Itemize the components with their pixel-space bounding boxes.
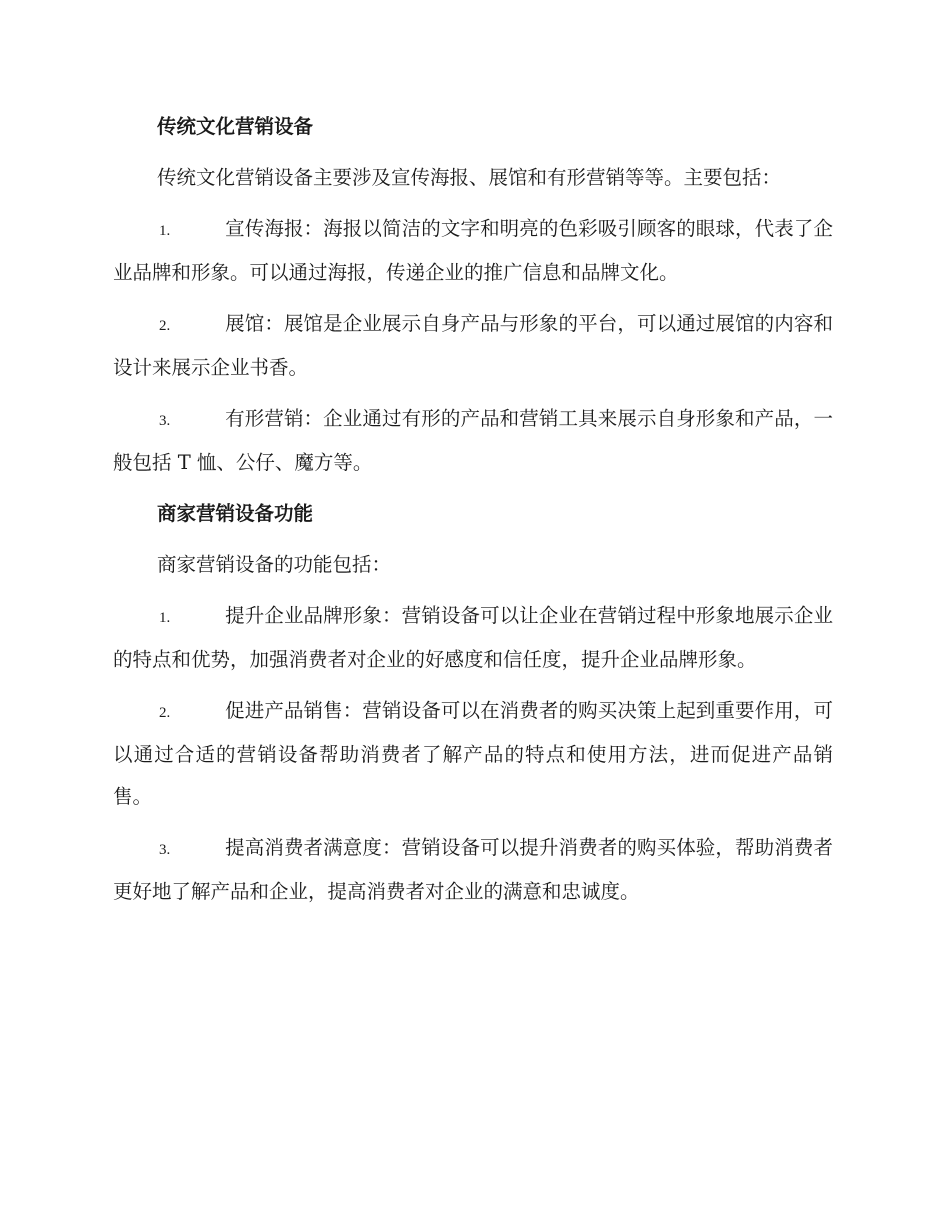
list-item: [113, 595, 833, 681]
list-item-text: 提高消费者满意度：营销设备可以提升消费者的购买体验，帮助消费者更好地了解产品和企业，提高消费者对企业的满意和忠诚度。: [113, 836, 833, 903]
list-number: 1.: [159, 223, 171, 239]
list-item: [113, 690, 833, 818]
list-item-text: 展馆：展馆是企业展示自身产品与形象的平台，可以通过展馆的内容和设计来展示企业书香。: [113, 312, 833, 379]
list-number: 1.: [159, 610, 171, 626]
list-number: 3.: [159, 842, 171, 858]
list-item: [113, 303, 833, 389]
list-item: [113, 827, 833, 913]
list-item: [113, 398, 833, 484]
list-item-text: 有形营销：企业通过有形的产品和营销工具来展示自身形象和产品，一般包括 T 恤、公仔、魔方等。: [113, 407, 833, 474]
section-heading-merchant-marketing: 商家营销设备功能: [157, 502, 314, 525]
section-heading-traditional-marketing: 传统文化营销设备: [157, 115, 314, 138]
section-intro-traditional-marketing: 传统文化营销设备主要涉及宣传海报、展馆和有形营销等等。主要包括：: [157, 166, 782, 189]
list-item-text: 促进产品销售：营销设备可以在消费者的购买决策上起到重要作用，可以通过合适的营销设备帮助消费者了解产品的特点和使用方法，进而促进产品销售。: [113, 699, 833, 808]
list-item-text: 宣传海报：海报以简洁的文字和明亮的色彩吸引顾客的眼球，代表了企业品牌和形象。可以通过海报，传递企业的推广信息和品牌文化。: [113, 217, 833, 284]
document-page: [113, 106, 833, 922]
list-item-text: 提升企业品牌形象：营销设备可以让企业在营销过程中形象地展示企业的特点和优势，加强消费者对企业的好感度和信任度，提升企业品牌形象。: [113, 604, 833, 671]
list-number: 2.: [159, 705, 171, 721]
list-number: 2.: [159, 318, 171, 334]
list-number: 3.: [159, 413, 171, 429]
list-item: [113, 208, 833, 294]
section-intro-merchant-marketing: 商家营销设备的功能包括：: [157, 553, 392, 576]
